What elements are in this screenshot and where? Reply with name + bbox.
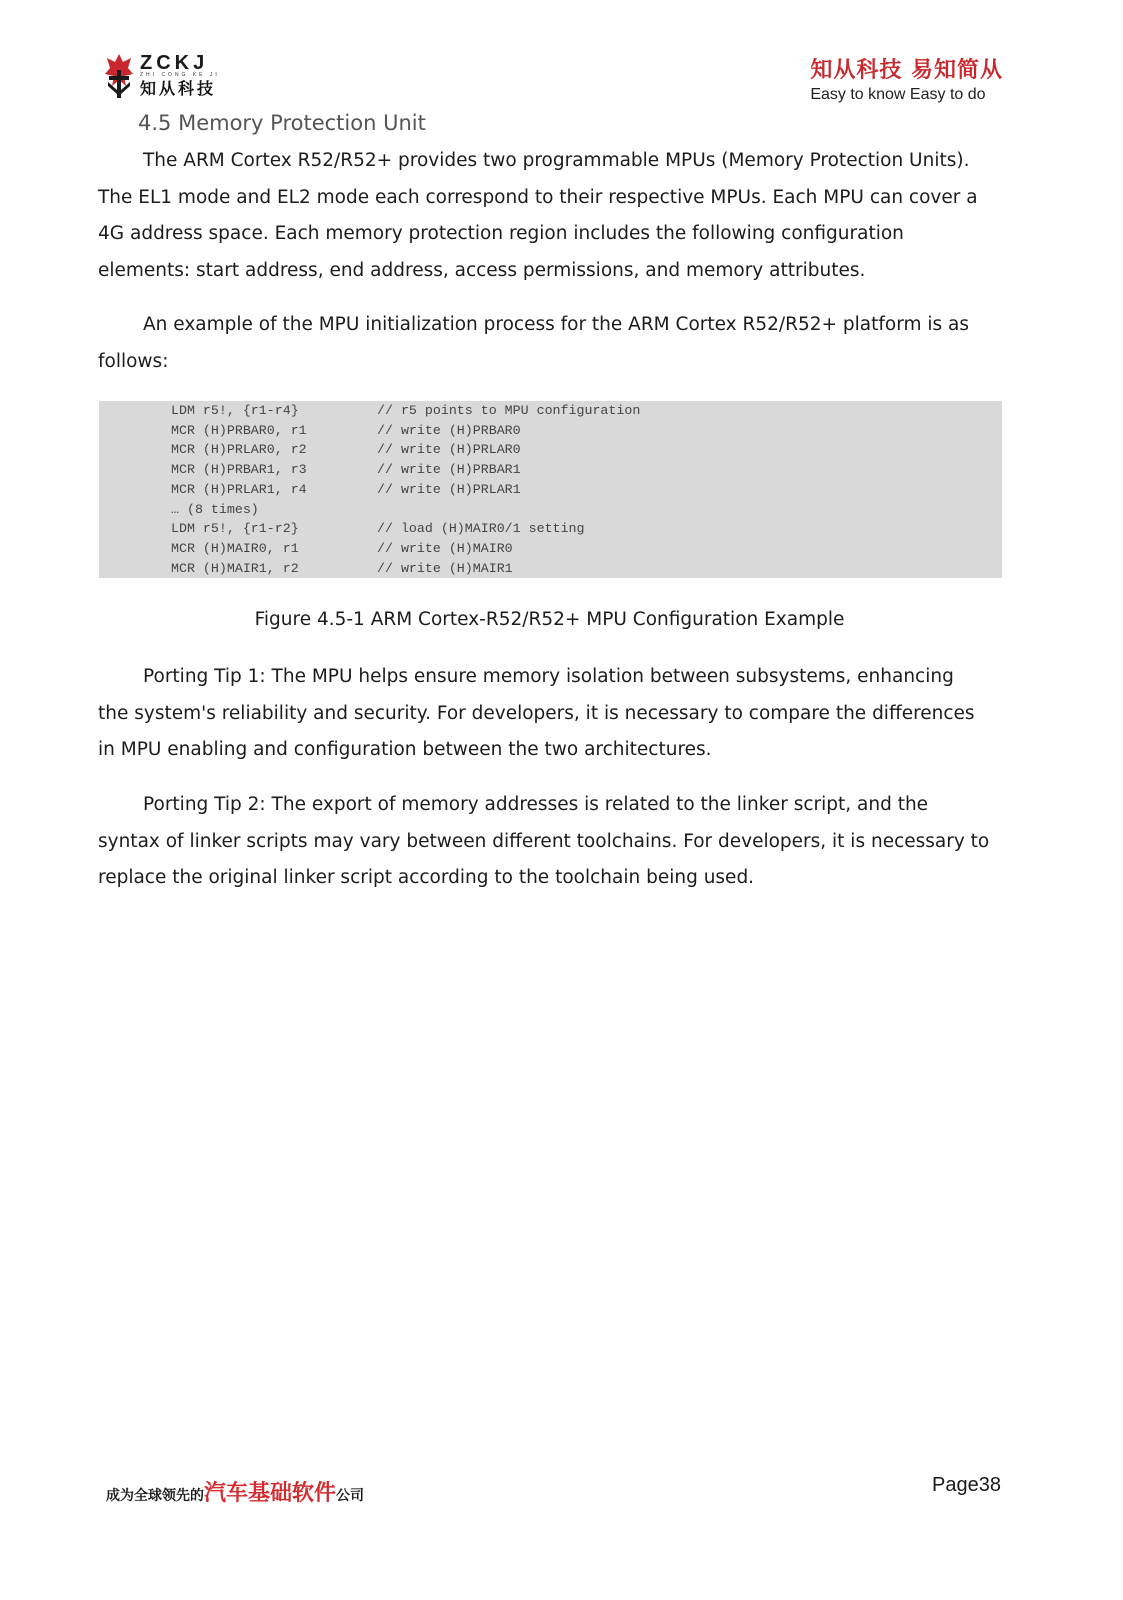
- logo-latin-text: ZCKJ: [140, 52, 209, 74]
- text-line: replace the original linker script according to the toolchain being used.: [98, 867, 755, 888]
- code-instruction: LDM r5!, {r1-r4}: [171, 403, 299, 418]
- brand-slogan-en: Easy to know Easy to do: [810, 86, 986, 103]
- text-line: The EL1 mode and EL2 mode each correspond to their respective MPUs. Each MPU can cover a: [98, 186, 978, 208]
- brand-slogan: [810, 58, 1003, 105]
- text-line: syntax of linker scripts may vary between different toolchains. For developers, it is necessary to: [98, 830, 990, 852]
- code-line: [171, 541, 299, 561]
- code-line: [171, 403, 299, 423]
- code-instruction: MCR (H)PRLAR0, r2: [171, 442, 307, 458]
- paragraph-example-intro: [98, 307, 1004, 380]
- code-line: [171, 423, 307, 443]
- code-instruction: … (8 times): [171, 501, 259, 517]
- code-line: [171, 521, 299, 541]
- code-instruction: MCR (H)PRBAR1, r3: [171, 462, 307, 478]
- text-line: An example of the MPU initialization process for the ARM Cortex R52/R52+ platform is as: [143, 314, 970, 335]
- code-line: [171, 442, 307, 462]
- text-line: The ARM Cortex R52/R52+ provides two programmable MPUs (Memory Protection Units).: [143, 150, 970, 171]
- code-comment: // load (H)MAIR0/1 setting: [377, 521, 585, 537]
- logo-chinese-text: 知从科技: [140, 79, 217, 98]
- code-instruction: MCR (H)MAIR0, r1: [171, 540, 299, 556]
- footer-slogan-pre: 成为全球领先的: [106, 1488, 204, 1504]
- code-line: [171, 561, 299, 581]
- text-line: 4G address space. Each memory protection region includes the following configuration: [98, 223, 904, 244]
- logo-pinyin-text: ZHI CONG KE JI: [140, 72, 220, 78]
- code-block: [99, 401, 1002, 578]
- company-logo: [104, 52, 239, 102]
- code-comment: // write (H)PRLAR0: [377, 442, 521, 458]
- code-comment: // write (H)PRLAR1: [377, 481, 521, 497]
- code-instruction: MCR (H)PRBAR0, r1: [171, 422, 307, 438]
- code-instruction: MCR (H)MAIR1, r2: [171, 560, 299, 576]
- code-line: [171, 482, 307, 502]
- code-line: [171, 502, 259, 522]
- logo-emblem-icon: [104, 52, 134, 100]
- footer-slogan-post: 公司: [336, 1488, 365, 1504]
- code-comment: // write (H)MAIR0: [377, 540, 513, 556]
- code-comment: // write (H)PRBAR0: [377, 422, 521, 438]
- text-line: the system's reliability and security. For developers, it is necessary to compare the differences: [98, 702, 975, 724]
- text-line: Porting Tip 1: The MPU helps ensure memory isolation between subsystems, enhancing: [143, 666, 954, 687]
- paragraph-porting-tip-1: [98, 659, 1004, 769]
- figure-caption-text: Figure 4.5-1 ARM Cortex-R52/R52+ MPU Configuration Example: [254, 609, 845, 630]
- code-comment: // write (H)PRBAR1: [377, 462, 521, 478]
- code-comment: // write (H)MAIR1: [377, 560, 513, 576]
- page-number: Page38: [932, 1474, 1001, 1496]
- figure-caption: [0, 609, 1123, 630]
- code-instruction: LDM r5!, {r1-r2}: [171, 521, 299, 537]
- paragraph-mpu-intro: [98, 143, 1004, 289]
- code-line: [171, 462, 307, 482]
- footer-slogan: [106, 1476, 364, 1507]
- footer-slogan-highlight: 汽车基础软件: [204, 1481, 337, 1506]
- section-title: 4.5 Memory Protection Unit: [138, 111, 426, 135]
- text-line: in MPU enabling and configuration between the two architectures.: [98, 739, 712, 760]
- paragraph-porting-tip-2: [98, 787, 1004, 897]
- text-line: elements: start address, end address, access permissions, and memory attributes.: [98, 259, 866, 281]
- brand-slogan-cn: 知从科技 易知简从: [810, 58, 1003, 83]
- code-comment: // r5 points to MPU configuration: [377, 403, 641, 418]
- code-instruction: MCR (H)PRLAR1, r4: [171, 481, 307, 497]
- text-line: Porting Tip 2: The export of memory addresses is related to the linker script, and the: [143, 794, 929, 815]
- text-line: follows:: [98, 350, 169, 372]
